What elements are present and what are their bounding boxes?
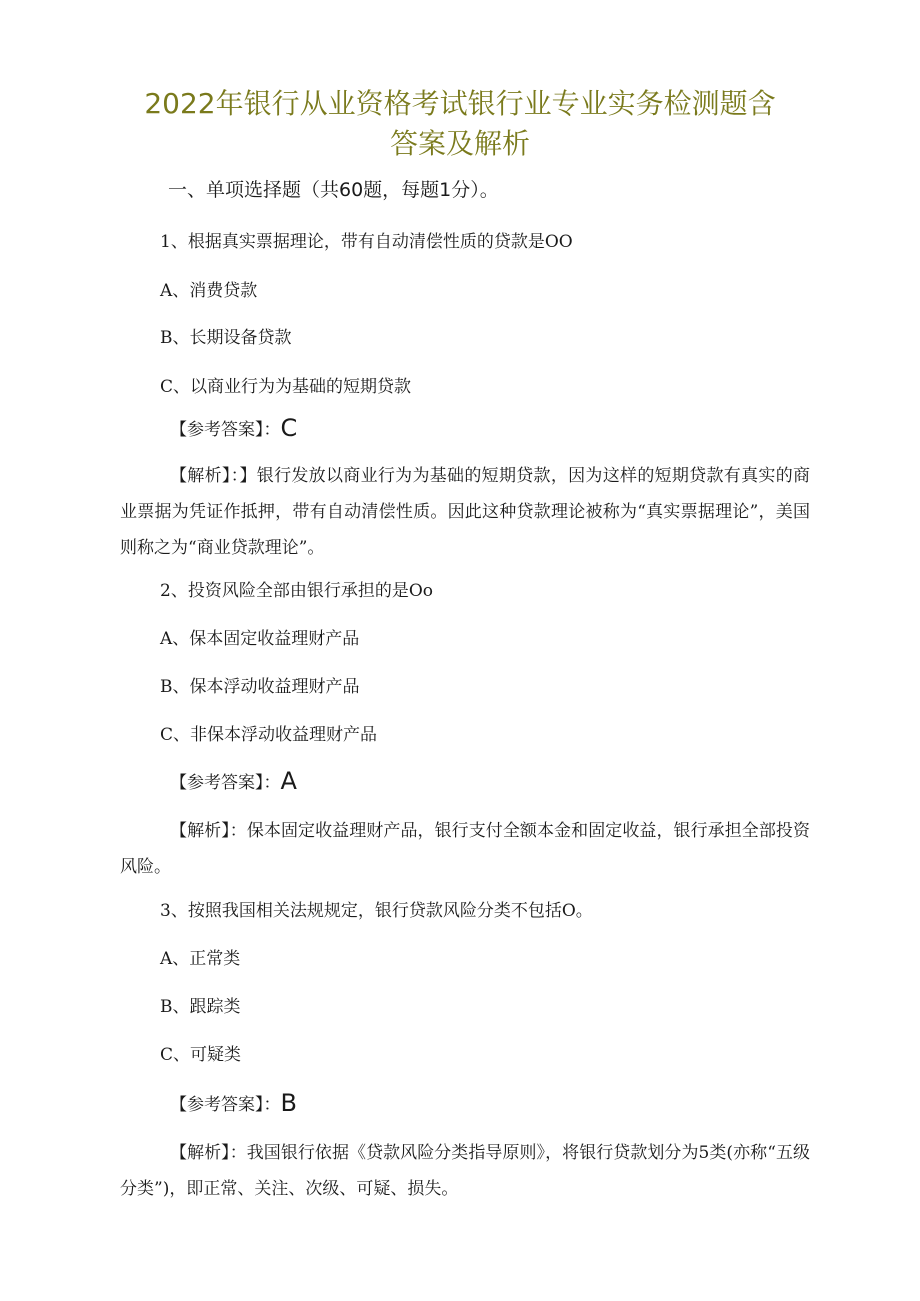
question-2-option-b: B、保本浮动收益理财产品	[160, 677, 360, 697]
question-3-explanation: 【解析】：我国银行依据《贷款风险分类指导原则》，将银行贷款划分为5类(亦称“五级分类”)，即正常、关注、次级、可疑、损失。	[120, 1143, 810, 1199]
question-2-option-a: A、保本固定收益理财产品	[160, 629, 360, 649]
question-1-option-a: A、消费贷款	[160, 281, 258, 301]
answer-value: B	[280, 1089, 297, 1117]
question-2-stem: 2、投资风险全部由银行承担的是Oo	[160, 581, 433, 601]
question-3-stem: 3、按照我国相关法规规定，银行贷款风险分类不包括O。	[160, 901, 593, 921]
question-3-option-c: C、可疑类	[160, 1045, 242, 1065]
document-title-line-2: 答案及解析	[389, 127, 530, 160]
question-3-option-b: B、跟踪类	[160, 997, 241, 1017]
question-1-explanation: 【解析】：】银行发放以商业行为为基础的短期贷款，因为这样的短期贷款有真实的商业票据为凭证作抵押，带有自动清偿性质。因此这种贷款理论被称为“真实票据理论”，美国则称之为“商业贷款理论”。	[120, 466, 810, 558]
question-3-answer	[170, 1088, 297, 1120]
question-2-explanation: 【解析】：保本固定收益理财产品，银行支付全额本金和固定收益，银行承担全部投资风险。	[120, 821, 810, 877]
question-3-option-a: A、正常类	[160, 949, 241, 969]
answer-value: A	[280, 767, 297, 795]
document-title-line-1: 2022年银行从业资格考试银行业专业实务检测题含	[144, 87, 776, 120]
question-2-answer	[170, 766, 297, 798]
answer-label: 【参考答案】：	[170, 773, 281, 793]
question-1-option-c: C、以商业行为为基础的短期贷款	[160, 377, 412, 397]
question-1-stem: 1、根据真实票据理论，带有自动清偿性质的贷款是OO	[160, 232, 573, 252]
section-heading: 一、单项选择题（共60题，每题1分）。	[168, 179, 499, 201]
question-2-option-c: C、非保本浮动收益理财产品	[160, 725, 378, 745]
question-1-answer	[170, 413, 297, 445]
answer-label: 【参考答案】：	[170, 420, 281, 440]
answer-value: C	[280, 414, 298, 442]
answer-label: 【参考答案】：	[170, 1095, 281, 1115]
question-1-option-b: B、长期设备贷款	[160, 328, 292, 348]
